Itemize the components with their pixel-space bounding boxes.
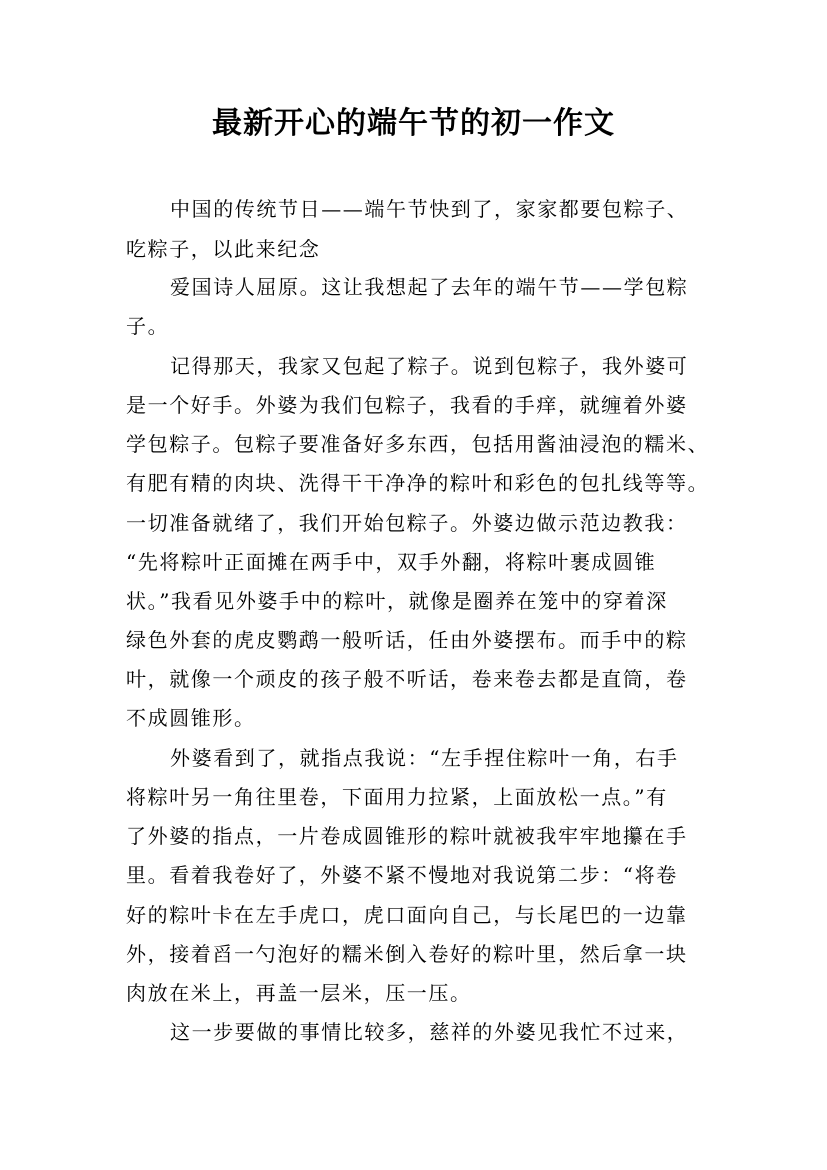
text-line: 不成圆锥形。 [126,706,256,730]
document-title: 最新开心的端午节的初一作文 [212,106,615,141]
text-line: 中国的传统节日——端午节快到了，家家都要包粽子、 [170,197,689,221]
text-line: 里。看着我卷好了，外婆不紧不慢地对我说第二步：“将卷 [126,863,678,887]
text-line: 吃粽子，以此来纪念 [126,237,321,261]
text-line: 外，接着舀一勺泡好的糯米倒入卷好的粽叶里，然后拿一块 [126,942,688,966]
text-line: 肉放在米上，再盖一层米，压一压。 [126,981,472,1005]
text-line: 绿色外套的虎皮鹦鹉一般听话，任由外婆摆布。而手中的粽 [126,628,688,652]
text-line: 是一个好手。外婆为我们包粽子，我看的手痒，就缠着外婆 [126,393,688,417]
text-line: “先将粽叶正面摊在两手中，双手外翻，将粽叶裹成圆锥 [126,550,657,574]
text-line: 外婆看到了，就指点我说：“左手捏住粽叶一角，右手 [170,746,679,770]
text-line: 这一步要做的事情比较多，慈祥的外婆见我忙不过来， [170,1020,689,1044]
text-line: 一切准备就绪了，我们开始包粽子。外婆边做示范边教我： [126,511,688,535]
text-line: 子。 [126,314,170,338]
text-line: 爱国诗人屈原。这让我想起了去年的端午节——学包粽 [170,275,689,299]
text-line: 好的粽叶卡在左手虎口，虎口面向自己，与长尾巴的一边靠 [126,903,688,927]
text-line: 了外婆的指点，一片卷成圆锥形的粽叶就被我牢牢地攥在手 [126,824,688,848]
text-line: 记得那天，我家又包起了粽子。说到包粽子，我外婆可 [170,354,689,378]
text-line: 叶，就像一个顽皮的孩子般不听话，卷来卷去都是直筒，卷 [126,667,688,691]
text-line: 学包粽子。包粽子要准备好多东西，包括用酱油浸泡的糯米、 [126,432,710,456]
text-line: 将粽叶另一角往里卷，下面用力拉紧，上面放松一点。”有 [126,785,668,809]
text-line: 状。”我看见外婆手中的粽叶，就像是圈养在笼中的穿着深 [126,589,668,613]
text-line: 有肥有精的肉块、洗得干干净净的粽叶和彩色的包扎线等等。 [126,471,710,495]
